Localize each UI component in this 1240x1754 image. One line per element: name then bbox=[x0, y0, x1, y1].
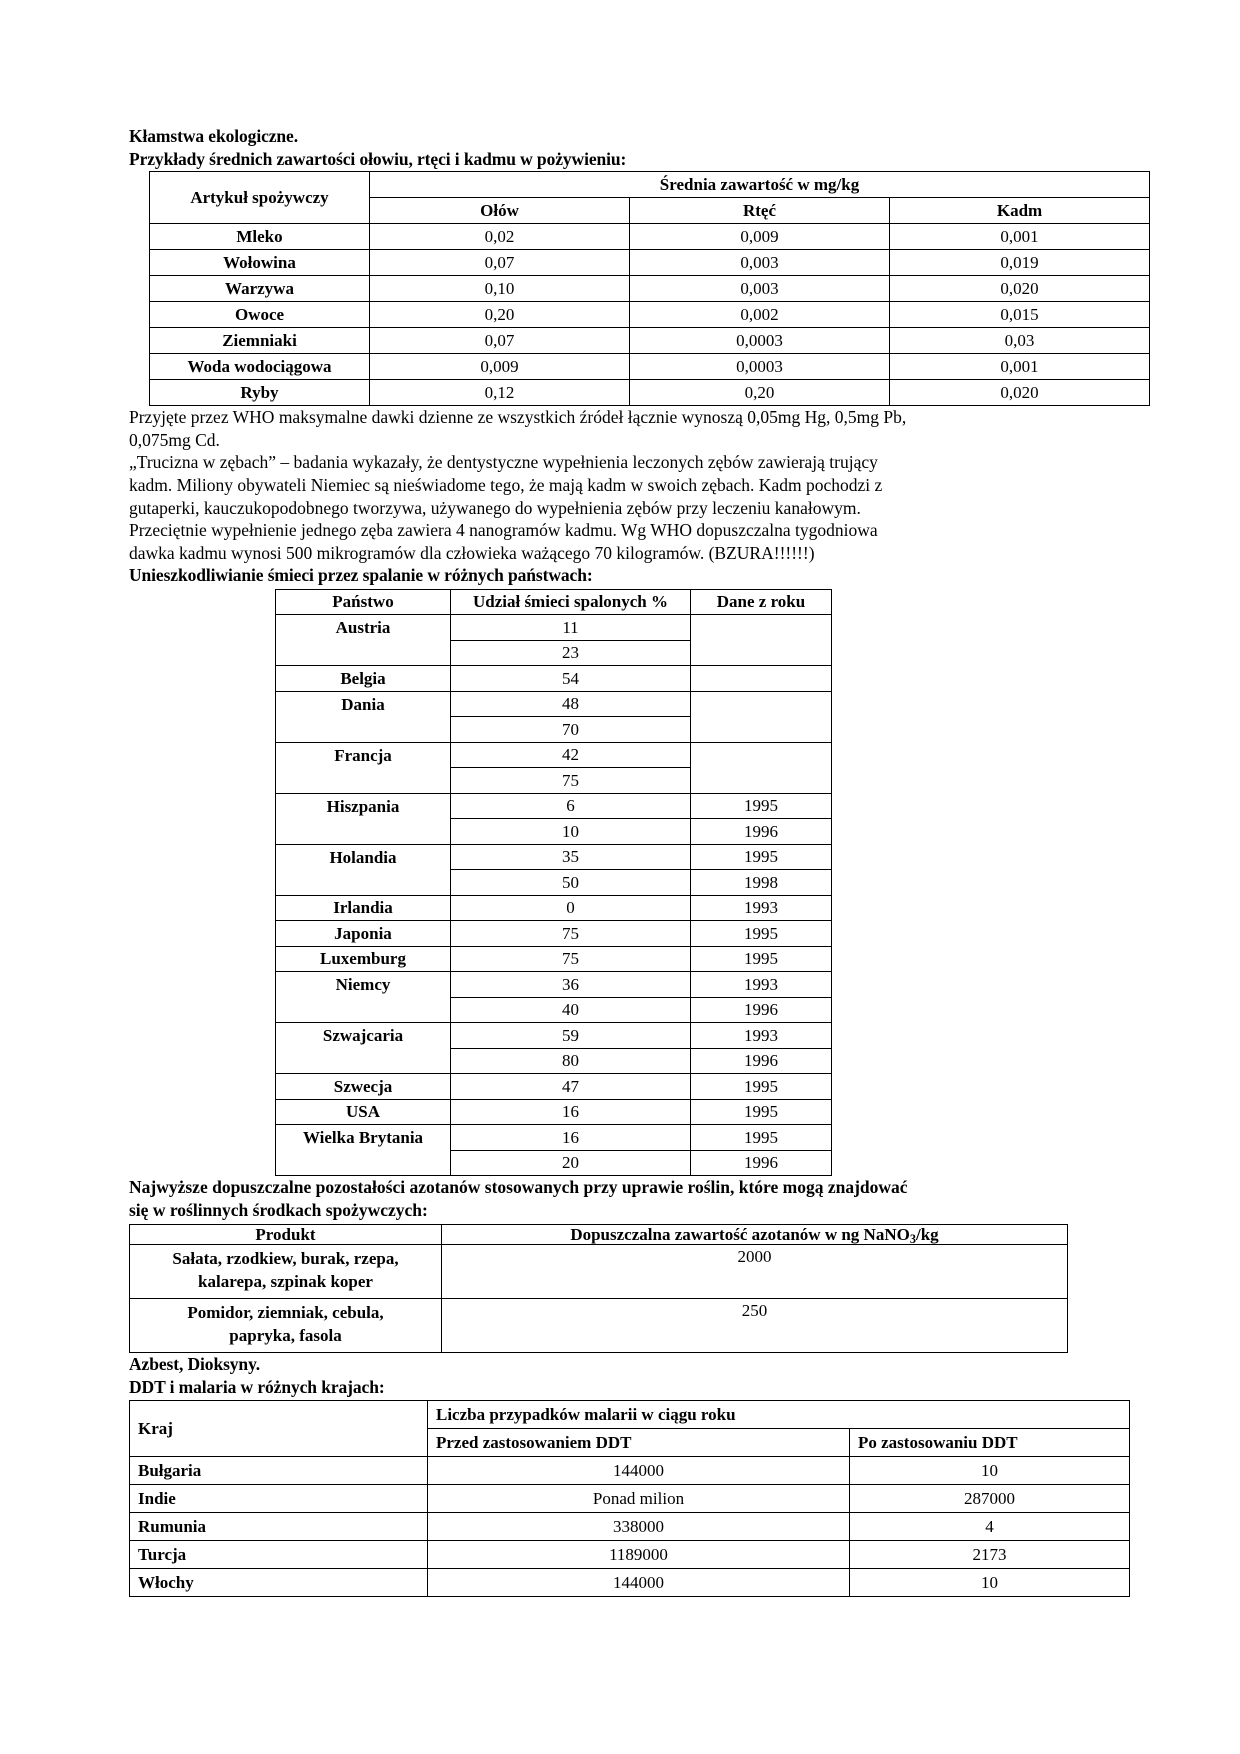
waste-cell-country bbox=[276, 1048, 451, 1074]
waste-cell-year: 1993 bbox=[691, 1023, 832, 1049]
metals-cell-rtec: 0,0003 bbox=[630, 328, 890, 354]
waste-cell-country: Holandia bbox=[276, 844, 451, 870]
metals-cell-olow: 0,10 bbox=[370, 276, 630, 302]
ddt-cell-country: Indie bbox=[130, 1485, 428, 1513]
waste-cell-share: 75 bbox=[451, 921, 691, 947]
page-title: Kłamstwa ekologiczne. bbox=[129, 126, 298, 146]
metals-cell-rtec: 0,003 bbox=[630, 250, 890, 276]
metals-cell-olow: 0,02 bbox=[370, 224, 630, 250]
who-note-line2: 0,075mg Cd. bbox=[129, 429, 220, 450]
nitrate-heading-line1: Najwyższe dopuszczalne pozostałości azotanów stosowanych przy uprawie roślin, które mogą znajdować bbox=[129, 1177, 908, 1198]
waste-cell-country: Francja bbox=[276, 742, 451, 768]
table-row bbox=[276, 1023, 832, 1049]
ddt-cell-before: 1189000 bbox=[428, 1541, 850, 1569]
waste-cell-year: 1995 bbox=[691, 1125, 832, 1151]
waste-cell-country: Szwecja bbox=[276, 1074, 451, 1100]
table-row bbox=[276, 691, 832, 717]
table-row bbox=[150, 354, 1150, 380]
metals-cell-product: Warzywa bbox=[150, 276, 370, 302]
metals-cell-olow: 0,12 bbox=[370, 380, 630, 406]
waste-cell-country: Irlandia bbox=[276, 895, 451, 921]
waste-cell-share: 75 bbox=[451, 768, 691, 794]
nitrate-cell-product bbox=[130, 1299, 442, 1353]
metals-subheader-olow: Ołów bbox=[370, 198, 630, 224]
table-row bbox=[276, 666, 832, 692]
table-ddt-malaria bbox=[129, 1400, 1130, 1597]
waste-cell-year: 1996 bbox=[691, 1150, 832, 1176]
waste-cell-country: Niemcy bbox=[276, 972, 451, 998]
table-row bbox=[150, 328, 1150, 354]
ddt-cell-before: 144000 bbox=[428, 1457, 850, 1485]
ddt-cell-before: Ponad milion bbox=[428, 1485, 850, 1513]
waste-cell-country: Austria bbox=[276, 615, 451, 641]
ddt-header-span: Liczba przypadków malarii w ciągu roku bbox=[428, 1401, 1130, 1429]
table-waste-incineration bbox=[275, 589, 832, 1177]
waste-cell-year: 1995 bbox=[691, 844, 832, 870]
waste-cell-year: 1998 bbox=[691, 870, 832, 896]
waste-header-country: Państwo bbox=[276, 589, 451, 615]
waste-cell-country: Szwajcaria bbox=[276, 1023, 451, 1049]
waste-cell-share: 16 bbox=[451, 1125, 691, 1151]
waste-cell-share: 80 bbox=[451, 1048, 691, 1074]
table-row bbox=[276, 768, 832, 794]
ddt-cell-after: 2173 bbox=[850, 1541, 1130, 1569]
waste-cell-share: 50 bbox=[451, 870, 691, 896]
metals-subheader-rtec: Rtęć bbox=[630, 198, 890, 224]
nitrate-product-line1: Sałata, rzodkiew, burak, rzepa, bbox=[172, 1249, 399, 1269]
waste-cell-share: 40 bbox=[451, 997, 691, 1023]
table-row bbox=[276, 895, 832, 921]
table-row-header bbox=[130, 1401, 1130, 1429]
nitrate-header-value-sub: 3 bbox=[909, 1231, 916, 1246]
ddt-cell-before: 338000 bbox=[428, 1513, 850, 1541]
table-row bbox=[276, 1074, 832, 1100]
nitrate-header-product: Produkt bbox=[130, 1224, 442, 1245]
poison-line-1: „Trucizna w zębach” – badania wykazały, że dentystyczne wypełnienia leczonych zębów zawierają trujący bbox=[129, 452, 878, 473]
table-row bbox=[130, 1485, 1130, 1513]
table-row bbox=[276, 640, 832, 666]
metals-header-span: Średnia zawartość w mg/kg bbox=[370, 172, 1150, 198]
table-row bbox=[130, 1513, 1130, 1541]
waste-cell-year: 1995 bbox=[691, 1074, 832, 1100]
nitrate-product-line1: Pomidor, ziemniak, cebula, bbox=[187, 1303, 384, 1323]
metals-cell-olow: 0,009 bbox=[370, 354, 630, 380]
nitrate-header-value bbox=[442, 1224, 1068, 1245]
nitrate-product-line2: kalarepa, szpinak koper bbox=[198, 1271, 373, 1291]
table-row bbox=[276, 946, 832, 972]
nitrate-cell-value: 2000 bbox=[442, 1245, 1068, 1299]
waste-cell-share: 70 bbox=[451, 717, 691, 743]
waste-cell-country: Luxemburg bbox=[276, 946, 451, 972]
table-row bbox=[276, 742, 832, 768]
table-row-header bbox=[150, 172, 1150, 198]
table-row bbox=[276, 819, 832, 845]
ddt-cell-country: Rumunia bbox=[130, 1513, 428, 1541]
table-row bbox=[130, 1541, 1130, 1569]
waste-cell-share: 20 bbox=[451, 1150, 691, 1176]
metals-cell-rtec: 0,003 bbox=[630, 276, 890, 302]
waste-cell-country: Wielka Brytania bbox=[276, 1125, 451, 1151]
waste-cell-share: 36 bbox=[451, 972, 691, 998]
ddt-cell-after: 10 bbox=[850, 1569, 1130, 1597]
waste-cell-year: 1993 bbox=[691, 972, 832, 998]
metals-cell-kadm: 0,001 bbox=[890, 224, 1150, 250]
table-row bbox=[276, 1048, 832, 1074]
waste-cell-share: 23 bbox=[451, 640, 691, 666]
table-row bbox=[150, 224, 1150, 250]
nitrate-product-line2: papryka, fasola bbox=[229, 1325, 342, 1345]
ddt-header-country: Kraj bbox=[130, 1401, 428, 1457]
ddt-cell-after: 287000 bbox=[850, 1485, 1130, 1513]
waste-cell-year: 1996 bbox=[691, 997, 832, 1023]
waste-cell-year bbox=[691, 691, 832, 717]
waste-cell-year: 1995 bbox=[691, 921, 832, 947]
waste-header-share: Udział śmieci spalonych % bbox=[451, 589, 691, 615]
table-row bbox=[150, 250, 1150, 276]
waste-cell-country: Hiszpania bbox=[276, 793, 451, 819]
poison-line-3: gutaperki, kauczukopodobnego tworzywa, używanego do wypełnienia zębów przy leczeniu kanałowym. bbox=[129, 497, 861, 518]
table-row bbox=[276, 997, 832, 1023]
metals-header-product: Artykuł spożywczy bbox=[150, 172, 370, 224]
waste-cell-country bbox=[276, 768, 451, 794]
metals-cell-product: Owoce bbox=[150, 302, 370, 328]
section-heading-ddt: DDT i malaria w różnych krajach: bbox=[129, 1376, 385, 1397]
table-metals bbox=[149, 171, 1150, 406]
table-row bbox=[276, 972, 832, 998]
nitrate-cell-product bbox=[130, 1245, 442, 1299]
table-row bbox=[130, 1457, 1130, 1485]
metals-cell-kadm: 0,001 bbox=[890, 354, 1150, 380]
table-row bbox=[130, 1299, 1068, 1353]
table-row bbox=[276, 844, 832, 870]
table-row bbox=[276, 870, 832, 896]
table-row bbox=[276, 1099, 832, 1125]
waste-cell-share: 75 bbox=[451, 946, 691, 972]
ddt-cell-country: Bułgaria bbox=[130, 1457, 428, 1485]
metals-cell-rtec: 0,0003 bbox=[630, 354, 890, 380]
waste-cell-share: 59 bbox=[451, 1023, 691, 1049]
waste-cell-share: 48 bbox=[451, 691, 691, 717]
waste-cell-country bbox=[276, 1150, 451, 1176]
nitrate-header-value-post: /kg bbox=[915, 1224, 939, 1244]
ddt-cell-after: 10 bbox=[850, 1457, 1130, 1485]
waste-cell-year: 1995 bbox=[691, 1099, 832, 1125]
metals-cell-product: Woda wodociągowa bbox=[150, 354, 370, 380]
table-row bbox=[276, 1150, 832, 1176]
waste-cell-country: Japonia bbox=[276, 921, 451, 947]
ddt-subheader-before: Przed zastosowaniem DDT bbox=[428, 1429, 850, 1457]
waste-cell-share: 0 bbox=[451, 895, 691, 921]
metals-cell-rtec: 0,002 bbox=[630, 302, 890, 328]
table-row bbox=[150, 302, 1150, 328]
waste-cell-year bbox=[691, 717, 832, 743]
waste-cell-year bbox=[691, 666, 832, 692]
waste-cell-share: 6 bbox=[451, 793, 691, 819]
table-row bbox=[130, 1245, 1068, 1299]
waste-cell-share: 42 bbox=[451, 742, 691, 768]
table-row bbox=[150, 380, 1150, 406]
metals-cell-olow: 0,07 bbox=[370, 328, 630, 354]
table-row-header bbox=[276, 589, 832, 615]
waste-cell-share: 10 bbox=[451, 819, 691, 845]
table-row bbox=[276, 615, 832, 641]
waste-cell-year bbox=[691, 615, 832, 641]
section-heading-metals: Przykłady średnich zawartości ołowiu, rtęci i kadmu w pożywieniu: bbox=[129, 148, 627, 169]
nitrate-cell-value: 250 bbox=[442, 1299, 1068, 1353]
metals-cell-rtec: 0,009 bbox=[630, 224, 890, 250]
table-row bbox=[276, 793, 832, 819]
metals-cell-product: Wołowina bbox=[150, 250, 370, 276]
nitrate-header-value-pre: Dopuszczalna zawartość azotanów w ng NaNO bbox=[570, 1224, 910, 1244]
table-row bbox=[276, 1125, 832, 1151]
waste-cell-country: USA bbox=[276, 1099, 451, 1125]
table-nitrate-limits bbox=[129, 1224, 1068, 1354]
metals-cell-kadm: 0,015 bbox=[890, 302, 1150, 328]
waste-cell-country bbox=[276, 640, 451, 666]
waste-cell-year: 1993 bbox=[691, 895, 832, 921]
document-page bbox=[129, 125, 1129, 1597]
waste-cell-country: Dania bbox=[276, 691, 451, 717]
waste-cell-country bbox=[276, 870, 451, 896]
table-row bbox=[276, 717, 832, 743]
waste-cell-year bbox=[691, 640, 832, 666]
metals-cell-olow: 0,07 bbox=[370, 250, 630, 276]
waste-cell-year bbox=[691, 768, 832, 794]
who-note bbox=[129, 406, 1129, 451]
poison-line-2: kadm. Miliony obywateli Niemiec są nieświadome tego, że mają kadm w swoich zębach. Kadm pochodzi z bbox=[129, 474, 883, 495]
waste-cell-year: 1996 bbox=[691, 1048, 832, 1074]
table-row bbox=[276, 921, 832, 947]
who-note-line1: Przyjęte przez WHO maksymalne dawki dzienne ze wszystkich źródeł łącznie wynoszą 0,05mg Hg, 0,5mg Pb, bbox=[129, 407, 907, 428]
poison-paragraph bbox=[129, 451, 1129, 564]
waste-cell-country bbox=[276, 819, 451, 845]
metals-cell-kadm: 0,020 bbox=[890, 276, 1150, 302]
metals-cell-product: Mleko bbox=[150, 224, 370, 250]
poison-line-5: dawka kadmu wynosi 500 mikrogramów dla człowieka ważącego 70 kilogramów. (BZURA!!!!!!) bbox=[129, 542, 815, 563]
table-row-header bbox=[130, 1224, 1068, 1245]
ddt-cell-after: 4 bbox=[850, 1513, 1130, 1541]
waste-cell-share: 35 bbox=[451, 844, 691, 870]
metals-cell-kadm: 0,03 bbox=[890, 328, 1150, 354]
table-row bbox=[150, 276, 1150, 302]
waste-cell-country bbox=[276, 997, 451, 1023]
metals-cell-kadm: 0,019 bbox=[890, 250, 1150, 276]
waste-cell-year bbox=[691, 742, 832, 768]
section-heading-asbest: Azbest, Dioksyny. bbox=[129, 1354, 261, 1375]
waste-header-year: Dane z roku bbox=[691, 589, 832, 615]
waste-cell-year: 1995 bbox=[691, 793, 832, 819]
table-row bbox=[130, 1569, 1130, 1597]
poison-line-4: Przeciętnie wypełnienie jednego zęba zawiera 4 nanogramów kadmu. Wg WHO dopuszczalna tygodniowa bbox=[129, 520, 878, 541]
waste-cell-country: Belgia bbox=[276, 666, 451, 692]
waste-cell-year: 1996 bbox=[691, 819, 832, 845]
section-heading-waste: Unieszkodliwianie śmieci przez spalanie w różnych państwach: bbox=[129, 565, 593, 586]
metals-cell-rtec: 0,20 bbox=[630, 380, 890, 406]
metals-subheader-kadm: Kadm bbox=[890, 198, 1150, 224]
waste-cell-share: 54 bbox=[451, 666, 691, 692]
metals-cell-product: Ryby bbox=[150, 380, 370, 406]
waste-cell-share: 11 bbox=[451, 615, 691, 641]
ddt-subheader-after: Po zastosowaniu DDT bbox=[850, 1429, 1130, 1457]
metals-cell-olow: 0,20 bbox=[370, 302, 630, 328]
metals-cell-kadm: 0,020 bbox=[890, 380, 1150, 406]
ddt-cell-before: 144000 bbox=[428, 1569, 850, 1597]
ddt-cell-country: Włochy bbox=[130, 1569, 428, 1597]
waste-cell-country bbox=[276, 717, 451, 743]
waste-cell-year: 1995 bbox=[691, 946, 832, 972]
ddt-cell-country: Turcja bbox=[130, 1541, 428, 1569]
nitrate-heading-line2: się w roślinnych środkach spożywczych: bbox=[129, 1200, 428, 1221]
waste-cell-share: 47 bbox=[451, 1074, 691, 1100]
metals-cell-product: Ziemniaki bbox=[150, 328, 370, 354]
waste-cell-share: 16 bbox=[451, 1099, 691, 1125]
section-heading-nitrate bbox=[129, 1176, 1129, 1221]
